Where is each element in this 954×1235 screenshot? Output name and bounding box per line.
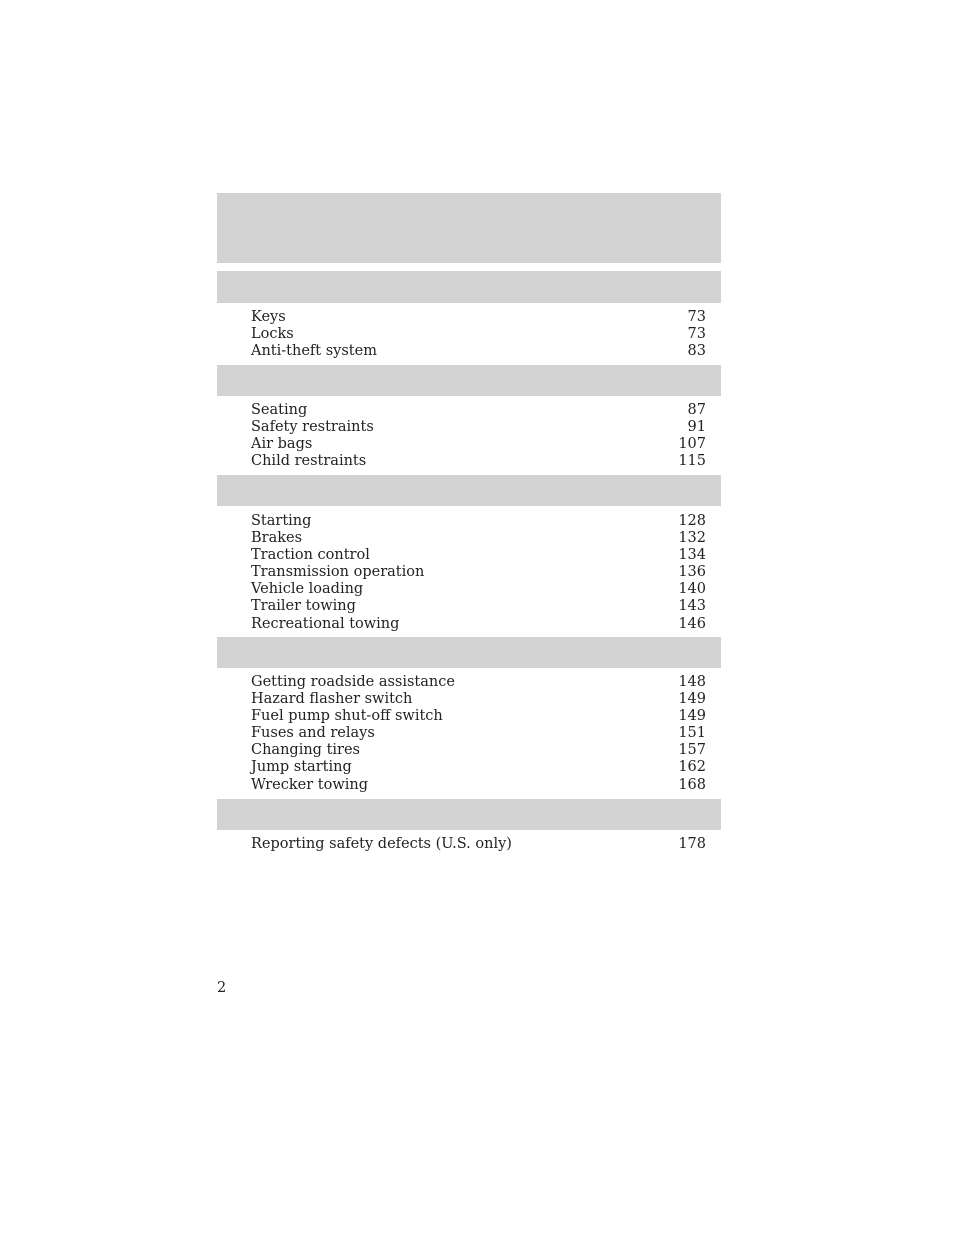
entry-page: 178 — [678, 836, 706, 852]
entry-label: Changing tires — [251, 742, 360, 759]
page-number: 2 — [217, 980, 227, 996]
toc-entry[interactable] — [251, 742, 706, 759]
toc-entry[interactable] — [251, 777, 706, 794]
toc-entry[interactable] — [251, 708, 706, 725]
entry-page: 73 — [687, 326, 706, 343]
entry-label: Anti-theft system — [251, 343, 377, 360]
entry-page: 149 — [678, 691, 706, 708]
entry-label: Wrecker towing — [251, 776, 369, 793]
entry-label: Fuel pump shut-off switch — [251, 708, 443, 725]
toc-entry[interactable] — [251, 581, 706, 598]
entry-page: 149 — [678, 708, 706, 725]
toc-entry[interactable] — [251, 691, 706, 708]
toc-entry[interactable] — [251, 419, 706, 436]
section-entries — [251, 674, 706, 794]
entry-page: 91 — [687, 419, 706, 436]
toc-entry[interactable] — [251, 564, 706, 581]
entry-label: Hazard flasher switch — [251, 691, 413, 708]
toc-entry[interactable] — [251, 547, 706, 564]
toc-entry[interactable] — [251, 402, 706, 419]
entry-page: 83 — [687, 343, 706, 360]
entry-page: 162 — [678, 759, 706, 776]
entry-label: Traction control — [251, 547, 370, 564]
entry-label: Safety restraints — [251, 419, 374, 436]
entry-page: 73 — [687, 309, 706, 325]
entry-label: Getting roadside assistance — [251, 674, 455, 690]
toc-entry[interactable] — [251, 836, 706, 853]
toc-entry[interactable] — [251, 513, 706, 530]
entry-label: Transmission operation — [251, 564, 425, 581]
entry-label: Vehicle loading — [251, 581, 364, 598]
entry-page: 140 — [678, 581, 706, 598]
section-entries — [251, 513, 706, 633]
entry-label: Air bags — [251, 436, 313, 453]
entry-label: Jump starting — [251, 759, 352, 776]
section-heading-band — [217, 637, 721, 668]
toc-entry[interactable] — [251, 725, 706, 742]
entry-page: 132 — [678, 530, 706, 547]
entry-label: Starting — [251, 513, 312, 529]
toc-entry[interactable] — [251, 759, 706, 776]
entry-label: Reporting safety defects (U.S. only) — [251, 836, 512, 852]
section-heading-band — [217, 475, 721, 506]
toc-entry[interactable] — [251, 453, 706, 470]
table-of-contents-header-band — [217, 193, 721, 263]
entry-page: 87 — [687, 402, 706, 418]
entry-page: 115 — [678, 453, 706, 470]
entry-page: 157 — [678, 742, 706, 759]
entry-label: Brakes — [251, 530, 303, 547]
toc-entry[interactable] — [251, 436, 706, 453]
toc-entry[interactable] — [251, 616, 706, 633]
entry-page: 151 — [678, 725, 706, 742]
section-entries — [251, 402, 706, 470]
entry-label: Locks — [251, 326, 294, 343]
entry-label: Fuses and relays — [251, 725, 375, 742]
toc-entry[interactable] — [251, 309, 706, 326]
entry-page: 128 — [678, 513, 706, 529]
toc-entry[interactable] — [251, 326, 706, 343]
toc-entry[interactable] — [251, 343, 706, 360]
entry-label: Seating — [251, 402, 308, 418]
section-heading-band — [217, 271, 721, 303]
toc-entry[interactable] — [251, 674, 706, 691]
section-entries — [251, 309, 706, 360]
entry-label: Recreational towing — [251, 615, 400, 632]
entry-page: 107 — [678, 436, 706, 453]
entry-page: 143 — [678, 598, 706, 615]
entry-page: 134 — [678, 547, 706, 564]
section-entries — [251, 836, 706, 853]
entry-label: Trailer towing — [251, 598, 356, 615]
toc-entry[interactable] — [251, 598, 706, 615]
entry-page: 146 — [678, 615, 706, 632]
section-heading-band — [217, 799, 721, 830]
entry-page: 168 — [678, 776, 706, 793]
entry-label: Child restraints — [251, 453, 367, 470]
toc-entry[interactable] — [251, 530, 706, 547]
entry-page: 136 — [678, 564, 706, 581]
entry-label: Keys — [251, 309, 286, 325]
entry-page: 148 — [678, 674, 706, 690]
section-heading-band — [217, 365, 721, 396]
